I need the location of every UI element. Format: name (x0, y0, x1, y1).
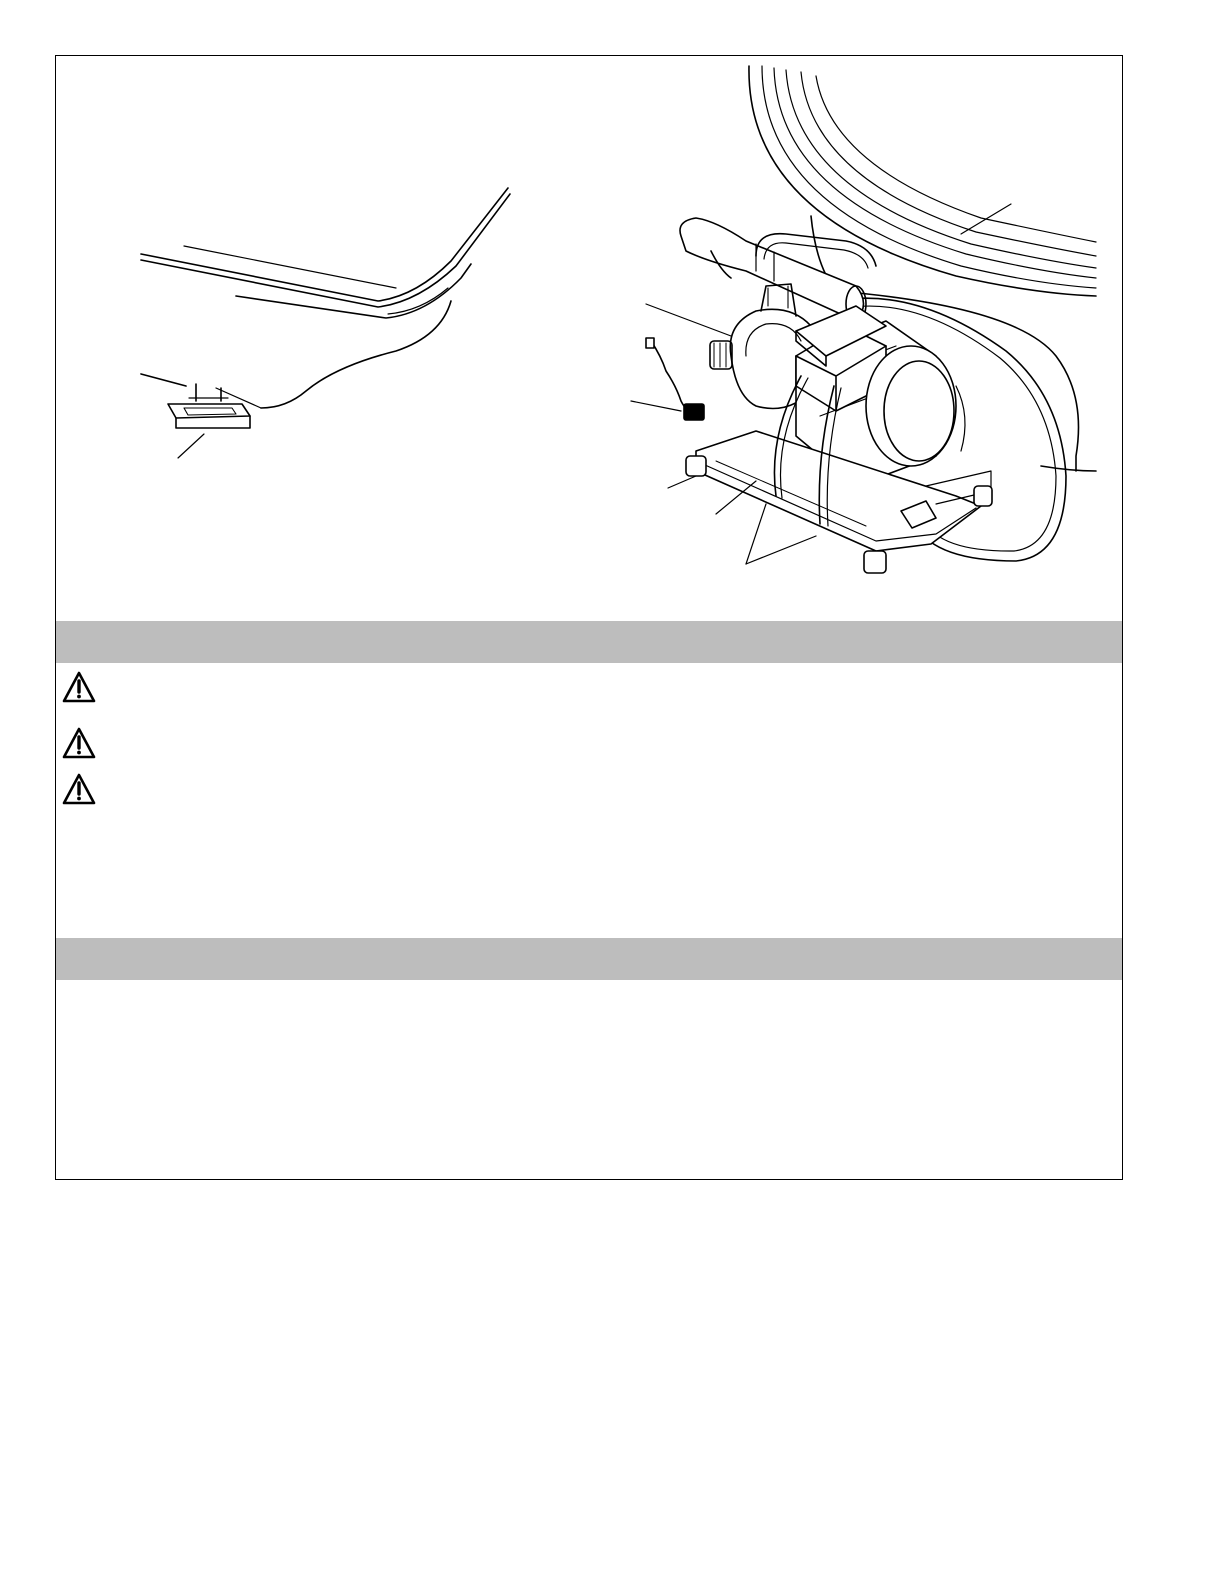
page-frame (55, 55, 1123, 1180)
warning-triangle-icon (62, 727, 96, 759)
section-header-band-2 (56, 938, 1122, 980)
pump-illustration (56, 56, 1122, 621)
warning-triangle-icon (62, 773, 96, 805)
illustration-area (56, 56, 1122, 621)
warning-triangle-icon (62, 671, 96, 703)
section-header-band-1 (56, 621, 1122, 663)
